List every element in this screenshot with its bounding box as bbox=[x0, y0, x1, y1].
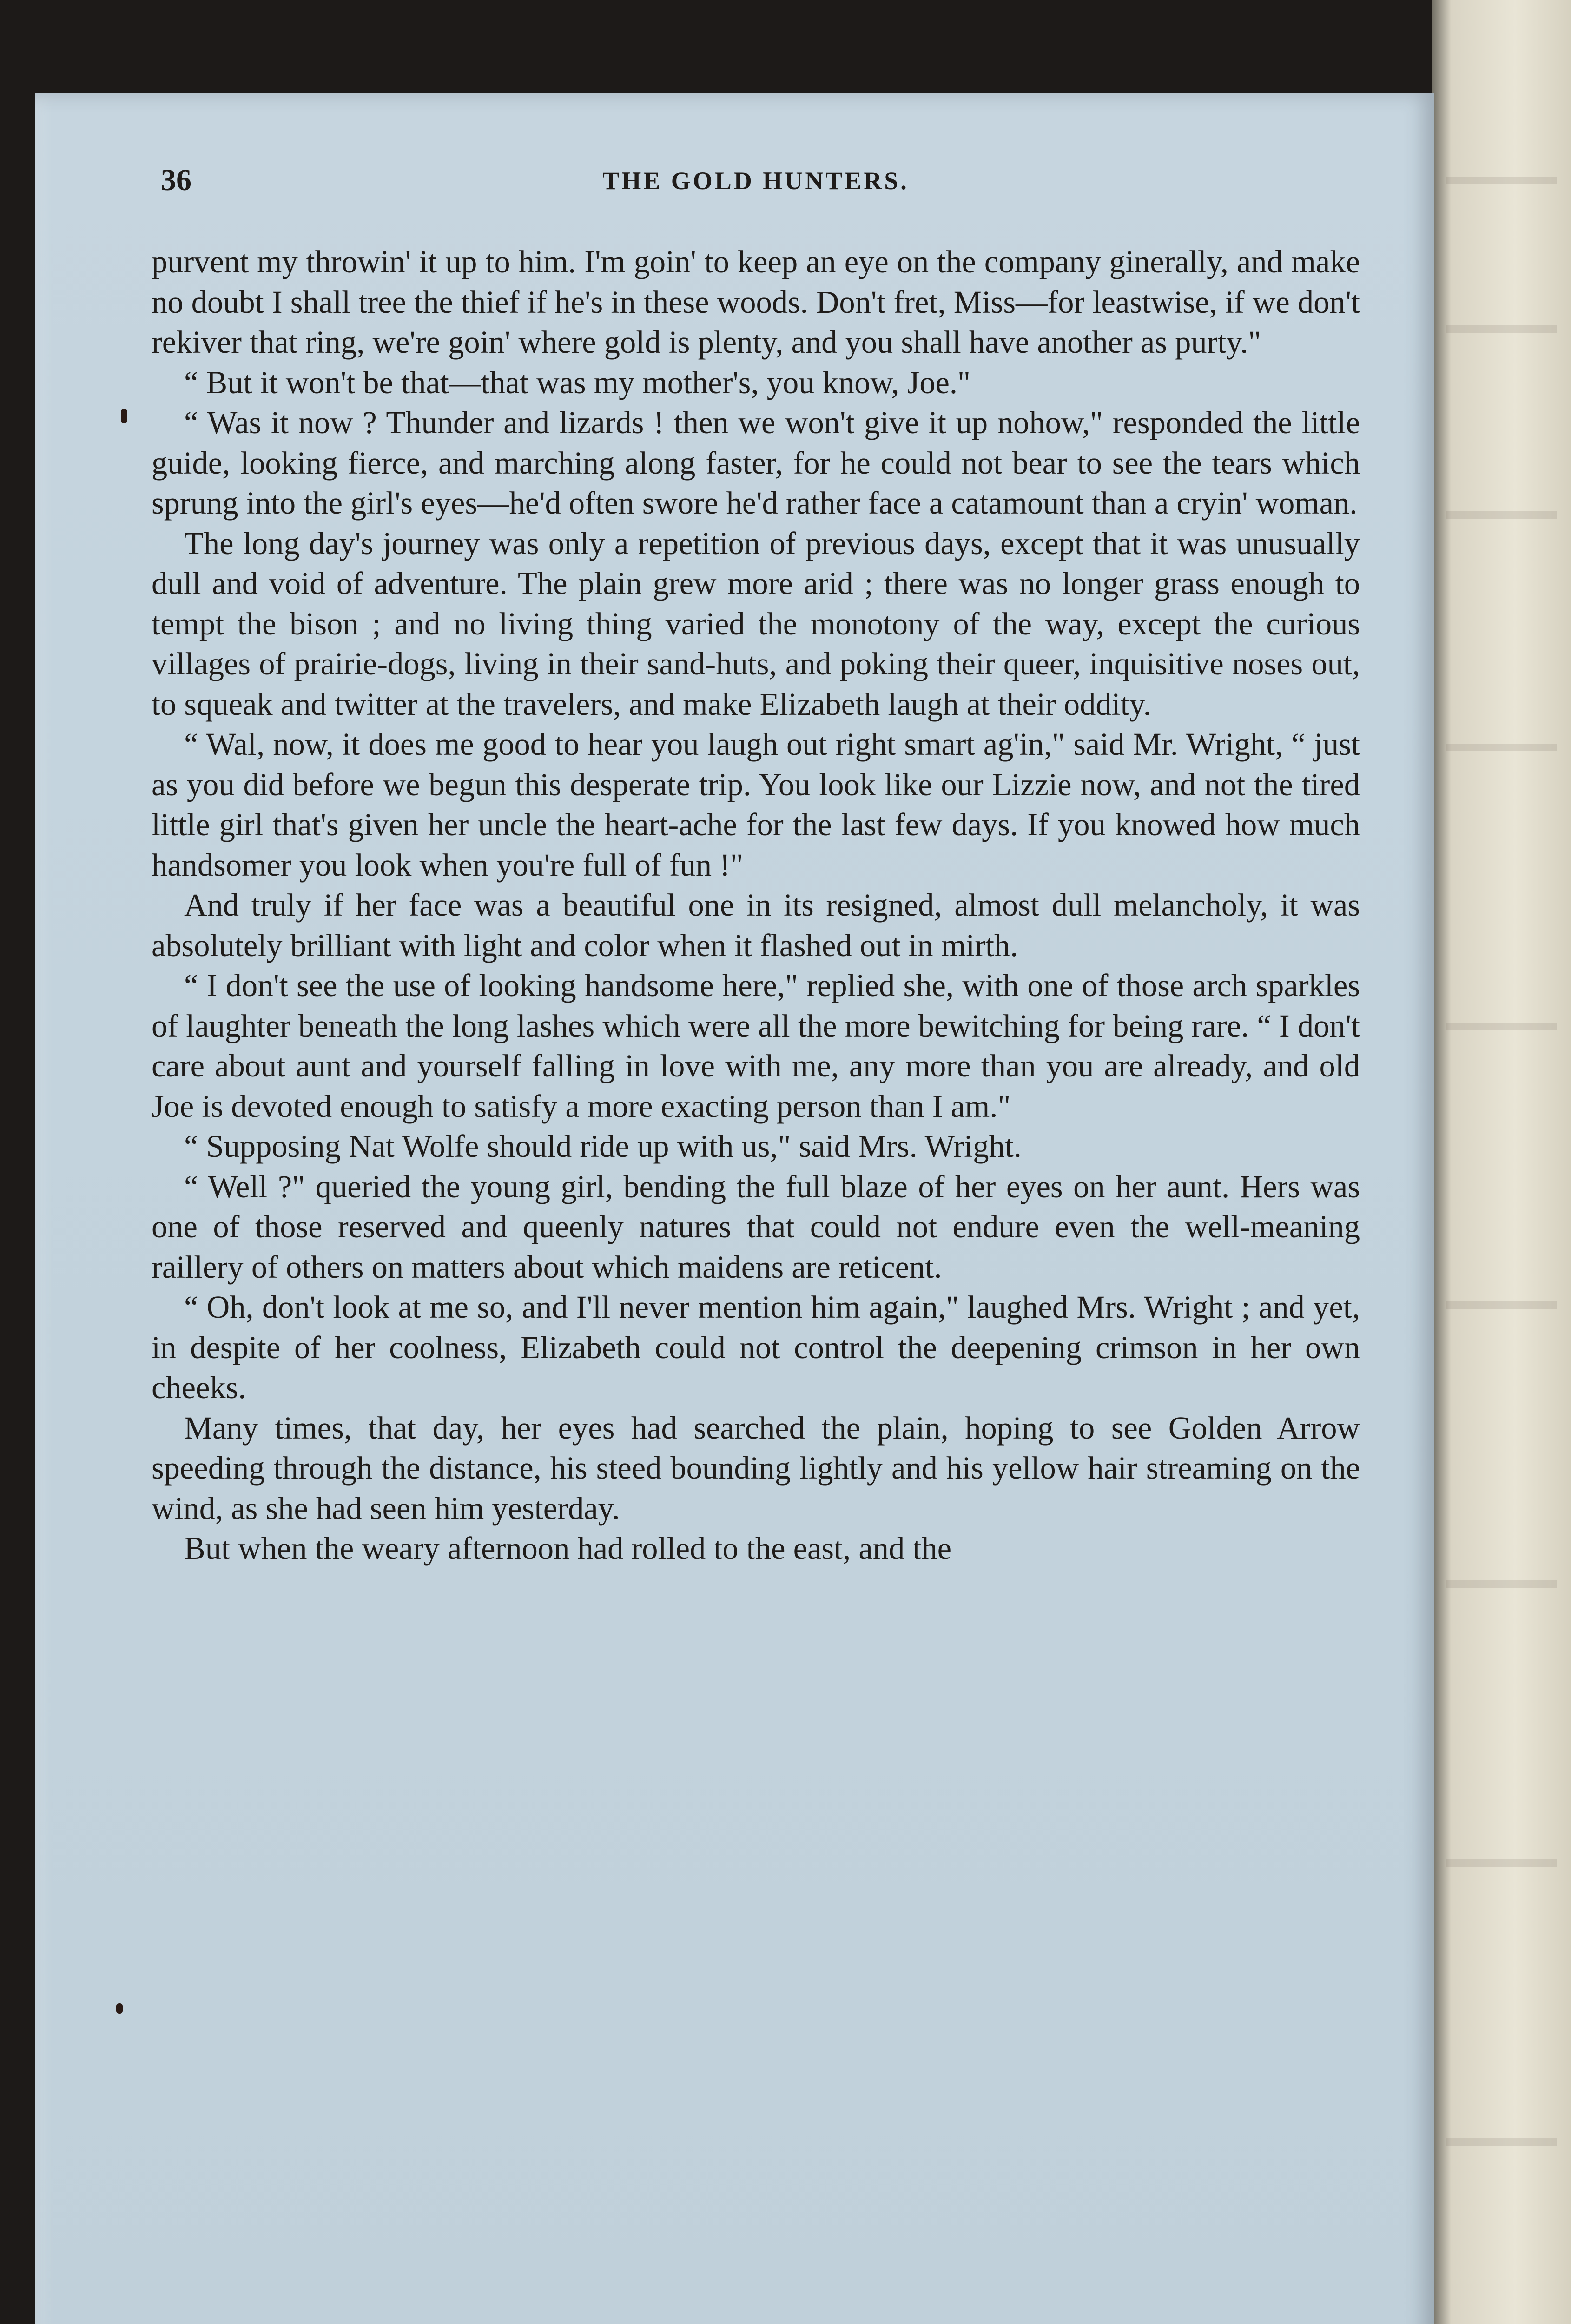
paragraph: “ I don't see the use of looking handsome here," replied she, with one of those arch sparkles of laughter beneath the long lashes which were all the more bewitching for being rare. “ I don't care about aunt and yourself falling in love with me, any more than you are already, and old Joe is devoted enough to satisfy a more exacting person than I am." bbox=[152, 968, 1360, 1124]
paragraph: purvent my throwin' it up to him. I'm goin' to keep an eye on the company ginerally, and make no doubt I shall tree the thief if he's in these woods. Don't fret, Miss—for leastwise, if we don't rekiver that ring, we're goin' where gold is plenty, and you shall have another as purty." bbox=[152, 244, 1360, 360]
adjacent-page-edge bbox=[1432, 0, 1571, 2324]
paragraph: The long day's journey was only a repetition of previous days, except that it was unusually dull and void of adventure. The plain grew more arid ; there was no longer grass enough to tempt the bison ; and no living thing varied the monotony of the way, except the curious villages of prairie-dogs, living in their sand-huts, and poking their queer, inquisitive noses out, to squeak and twitter at the travelers, and make Elizabeth laugh at their oddity. bbox=[152, 525, 1360, 722]
body-text bbox=[152, 242, 1360, 1569]
paragraph: “ Supposing Nat Wolfe should ride up with us," said Mrs. Wright. bbox=[184, 1129, 1022, 1164]
page-number: 36 bbox=[161, 163, 191, 197]
page-header bbox=[161, 163, 1351, 214]
ink-mark bbox=[121, 409, 127, 423]
book-page bbox=[35, 93, 1434, 2324]
paragraph: “ Was it now ? Thunder and lizards ! then we won't give it up nohow," responded the little guide, looking fierce, and marching along faster, for he could not bear to see the tears which sprung into the girl's eyes—he'd often swore he'd rather face a catamount than a cryin' woman. bbox=[152, 405, 1360, 521]
paragraph: “ Wal, now, it does me good to hear you laugh out right smart ag'in," said Mr. Wright, “ just as you did before we begun this desperate trip. You look like our Lizzie now, and not the tired little girl that's given her uncle the heart-ache for the last few days. If you knowed how much handsomer you look when you're full of fun !" bbox=[152, 726, 1360, 883]
paragraph: And truly if her face was a beautiful one in its resigned, almost dull melancholy, it was absolutely brilliant with light and color when it flashed out in mirth. bbox=[152, 887, 1360, 963]
paragraph: “ But it won't be that—that was my mother's, you know, Joe." bbox=[184, 364, 970, 400]
paragraph: “ Well ?" queried the young girl, bending the full blaze of her eyes on her aunt. Hers was one of those reserved and queenly natures that could not endure even the well-meaning raillery of others on matters about which maidens are reticent. bbox=[152, 1169, 1360, 1285]
paragraph: But when the weary afternoon had rolled to the east, and the bbox=[184, 1531, 952, 1566]
paragraph: “ Oh, don't look at me so, and I'll never mention him again," laughed Mrs. Wright ; and yet, in despite of her coolness, Elizabeth could not control the deepening crimson in her own cheeks. bbox=[152, 1289, 1360, 1405]
running-head: THE GOLD HUNTERS. bbox=[602, 167, 909, 195]
ink-mark bbox=[116, 2003, 123, 2014]
paragraph: Many times, that day, her eyes had searched the plain, hoping to see Golden Arrow speeding through the distance, his steed bounding lightly and his yellow hair streaming on the wind, as she had seen him yesterday. bbox=[152, 1410, 1360, 1526]
